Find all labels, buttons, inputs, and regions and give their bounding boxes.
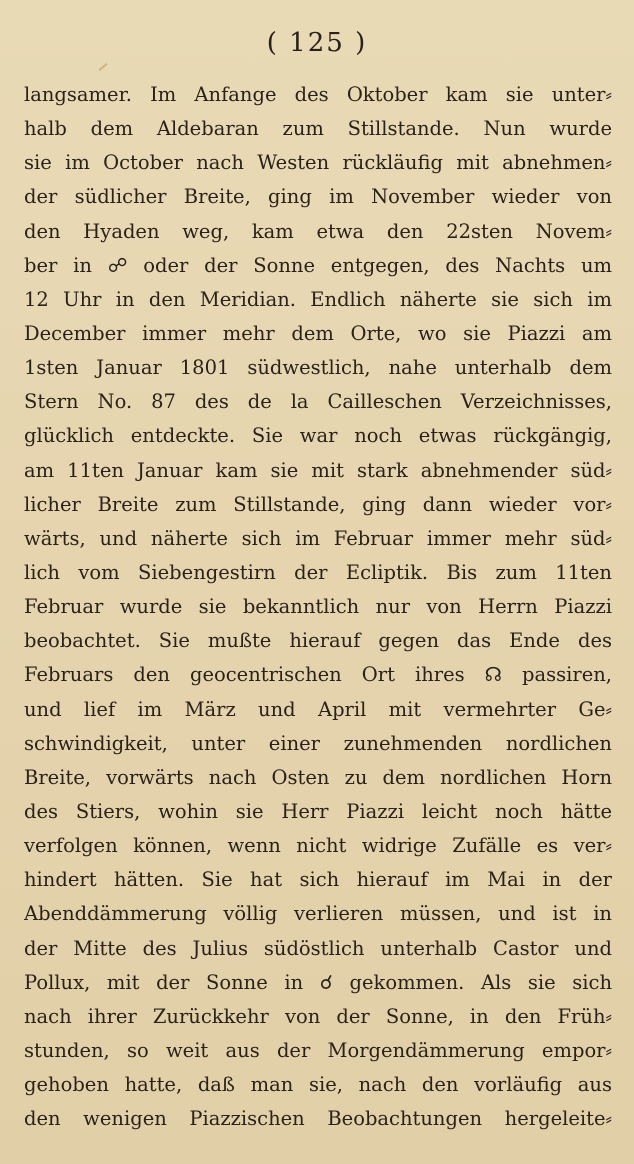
- page-number: ( 125 ): [266, 28, 368, 58]
- text-line: den Hyaden weg, kam etwa den 22sten Novem⸗: [24, 219, 612, 243]
- text-line: 1sten Januar 1801 südwestlich, nahe unterhalb dem: [24, 356, 612, 380]
- text-line: 12 Uhr in den Meridian. Endlich näherte sie sich im: [24, 287, 612, 311]
- text-line: langsamer. Im Anfange des Oktober kam sie unter⸗: [24, 83, 612, 106]
- text-line: des Stiers, wohin sie Herr Piazzi leicht noch hätte: [24, 799, 612, 823]
- text-line: und lief im März und April mit vermehrter Ge⸗: [24, 697, 612, 721]
- body-text: [24, 78, 612, 1136]
- text-line: licher Breite zum Stillstande, ging dann wieder vor⸗: [24, 492, 612, 516]
- text-line: am 11ten Januar kam sie mit stark abnehmender süd⸗: [24, 458, 612, 482]
- text-line: ber in ☍ oder der Sonne entgegen, des Nachts um: [24, 253, 612, 277]
- text-line: den wenigen Piazzischen Beobachtungen hergeleite⸗: [24, 1107, 612, 1131]
- text-line: halb dem Aldebaran zum Stillstande. Nun wurde: [24, 117, 612, 141]
- text-line: gehoben hatte, daß man sie, nach den vorläufig aus: [24, 1073, 612, 1097]
- text-line: Februar wurde sie bekanntlich nur von Herrn Piazzi: [24, 595, 612, 619]
- text-line: lich vom Siebengestirn der Ecliptik. Bis zum 11ten: [24, 560, 612, 584]
- text-line: December immer mehr dem Orte, wo sie Piazzi am: [24, 321, 612, 345]
- text-line: der südlicher Breite, ging im November wieder von: [24, 185, 612, 209]
- text-line: Pollux, mit der Sonne in ☌ gekommen. Als sie sich: [24, 970, 612, 994]
- text-line: der Mitte des Julius südöstlich unterhalb Castor und: [24, 936, 612, 960]
- text-line: glücklich entdeckte. Sie war noch etwas rückgängig,: [24, 424, 612, 448]
- text-line: verfolgen können, wenn nicht widrige Zufälle es ver⸗: [24, 834, 612, 858]
- text-line: hindert hätten. Sie hat sich hierauf im Mai in der: [24, 868, 612, 892]
- text-line: stunden, so weit aus der Morgendämmerung empor⸗: [24, 1038, 612, 1062]
- text-line: wärts, und näherte sich im Februar immer mehr süd⸗: [24, 526, 612, 550]
- text-line: Stern No. 87 des de la Cailleschen Verzeichnisses,: [24, 390, 612, 414]
- text-line: beobachtet. Sie mußte hierauf gegen das Ende des: [24, 629, 612, 653]
- text-line: sie im October nach Westen rückläufig mit abnehmen⸗: [24, 151, 612, 175]
- text-line: Breite, vorwärts nach Osten zu dem nordlichen Horn: [24, 765, 612, 789]
- text-line: nach ihrer Zurückkehr von der Sonne, in den Früh⸗: [24, 1004, 612, 1028]
- text-line: schwindigkeit, unter einer zunehmenden nordlichen: [24, 731, 612, 755]
- text-line: Abenddämmerung völlig verlieren müssen, und ist in: [24, 902, 612, 926]
- ink-mark: [99, 63, 108, 71]
- text-line: Februars den geocentrischen Ort ihres ☊ passiren,: [24, 663, 612, 687]
